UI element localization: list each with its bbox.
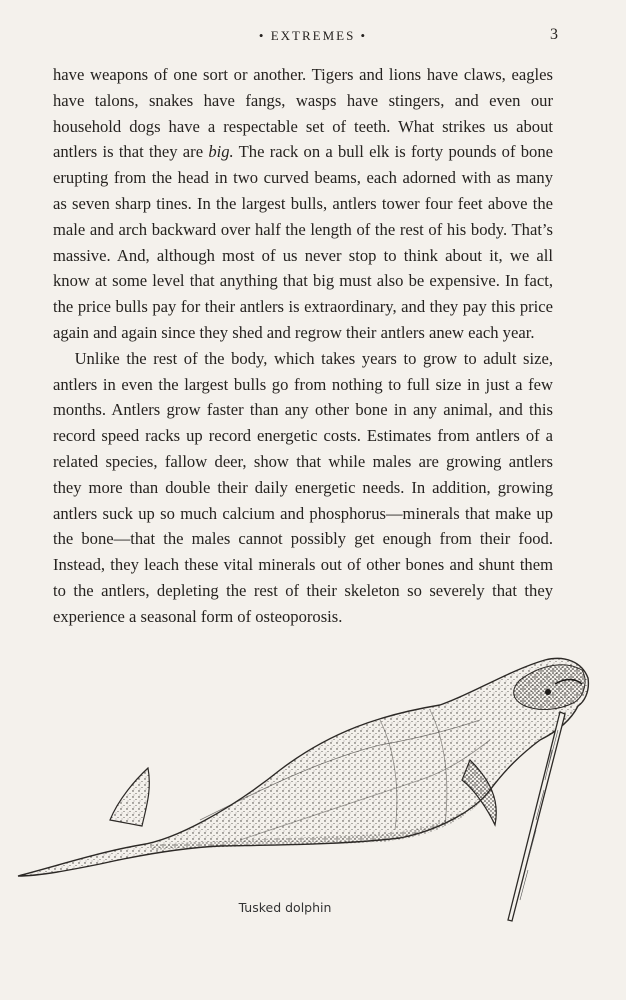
figure-caption: Tusked dolphin	[238, 900, 332, 915]
body-text	[53, 62, 553, 630]
figure	[0, 640, 626, 950]
paragraph-2: Unlike the rest of the body, which takes years to grow to adult size, antlers in even the largest bulls go from nothing to full size in just a few months. Antlers grow faster than any other bone in any animal, and this record speed racks up record energetic costs. Estimates from antlers of a related species, fallow deer, show that while males are growing antlers they more than double their daily energetic needs. In addition, growing antlers suck up so much calcium and phosphorus—minerals that make up the bone—that the males cannot possibly get enough from their food. Instead, they leach these vital minerals out of other bones and shunt them to the antlers, depleting the rest of their skeleton so severely that they experience a seasonal form of osteoporosis.	[53, 348, 553, 626]
paragraph-1-start: have weapons of one sort or another. Tigers and lions have claws, eagles have talons, snakes have fangs, wasps have stingers, and even our household dogs have a respectable set of teeth. What strikes us about antlers is that they are	[53, 65, 553, 162]
emphasis-big: big.	[208, 142, 234, 162]
paragraph-1-end: The rack on a bull elk is forty pounds of bone erupting from the head in two curved beams, each adorned with as many as seven sharp tines. In the largest bulls, antlers tower four feet above the male and arch backward over half the length of the rest of his body. That’s massive. And, although most of us never stop to think about it, we all know at some level that anything that big must also be expensive. In fact, the price bulls pay for their antlers is extraordinary, and they pay this price again and again since they shed and regrow their antlers anew each year.	[53, 142, 554, 342]
page-number: 3	[550, 26, 558, 43]
running-title: • EXTREMES •	[258, 28, 368, 43]
paragraph-1	[53, 62, 553, 346]
running-head	[0, 28, 626, 48]
